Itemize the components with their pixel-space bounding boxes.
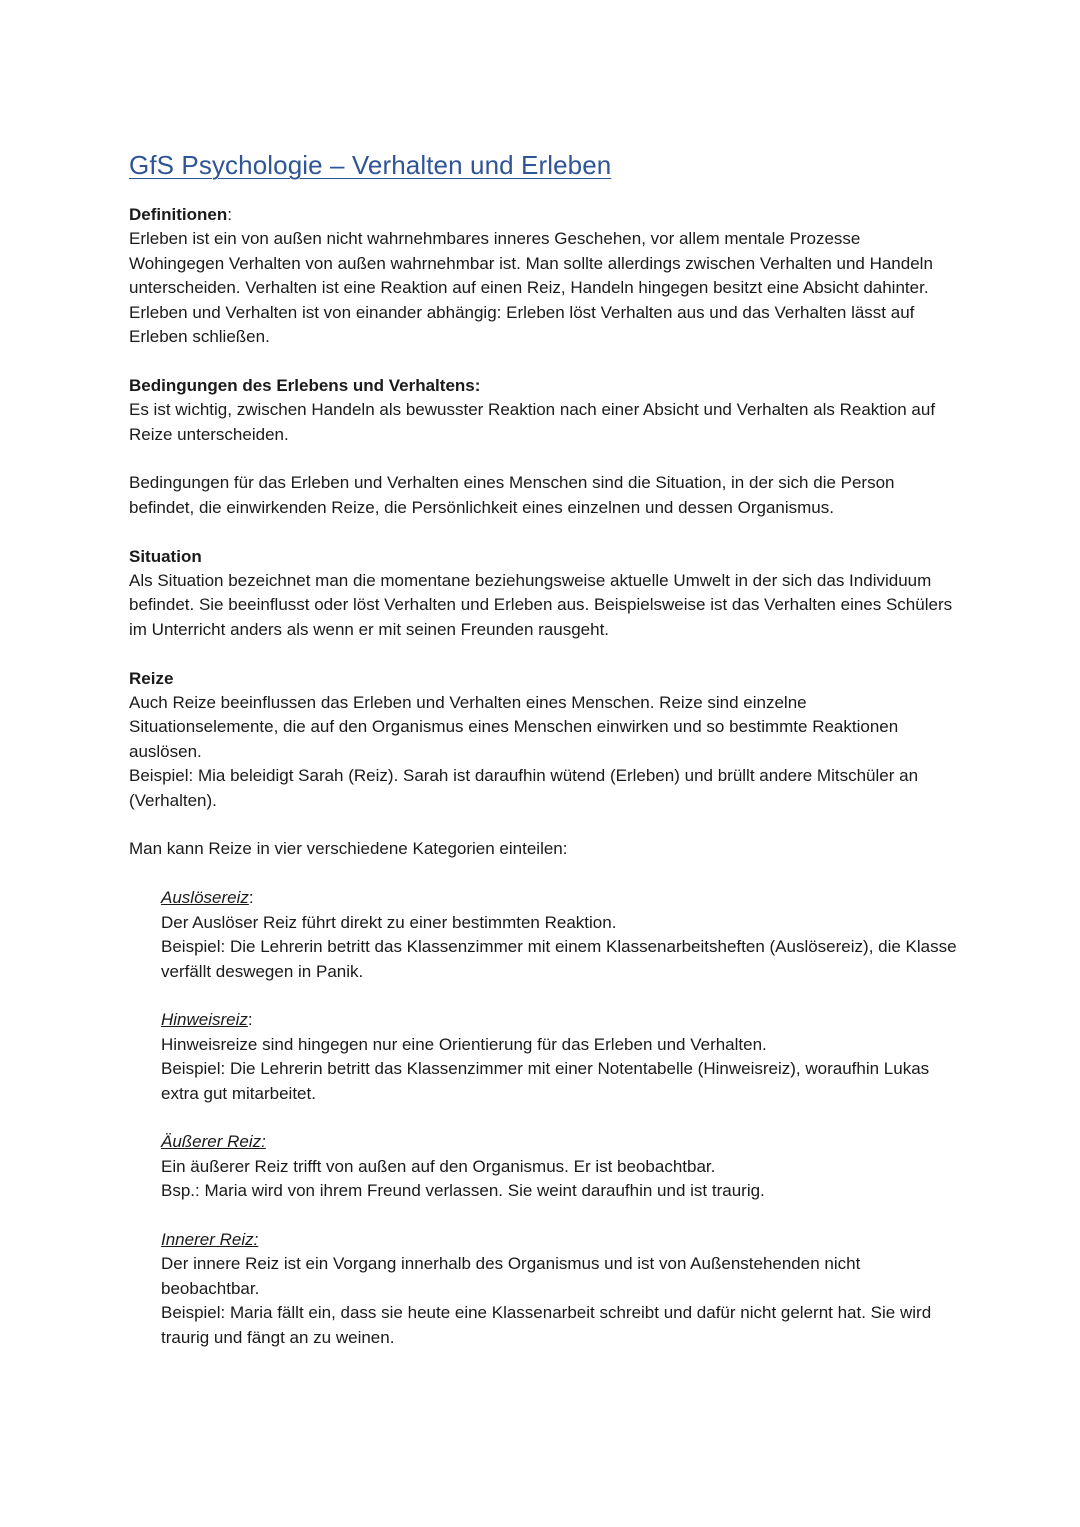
bedingungen-paragraph-2: Bedingungen für das Erleben und Verhalten eines Menschen sind die Situation, in der sich die Person befindet, die einwirkenden Reize, die Persönlichkeit eines einzelnen und dessen Organismus.: [129, 473, 895, 517]
kategorie-name: Äußerer Reiz:: [161, 1132, 266, 1152]
kategorie-block-aeusserer-reiz: [161, 1130, 959, 1203]
reize-paragraph-3: Man kann Reize in vier verschiedene Kategorien einteilen:: [129, 839, 568, 859]
spacer: [129, 1204, 959, 1228]
spacer: [129, 642, 959, 666]
kategorie-line-1: Hinweisreize sind hingegen nur eine Orientierung für das Erleben und Verhalten.: [161, 1034, 767, 1054]
kategorie-line-1: Der innere Reiz ist ein Vorgang innerhalb des Organismus und ist von Außenstehenden nicht beobachtbar.: [161, 1254, 861, 1298]
spacer: [129, 984, 959, 1008]
document-page: [129, 150, 959, 1350]
kategorie-line-2: Beispiel: Die Lehrerin betritt das Klassenzimmer mit einer Notentabelle (Hinweisreiz), woraufhin Lukas extra gut mitarbeitet.: [161, 1059, 930, 1103]
kategorie-line-2: Beispiel: Die Lehrerin betritt das Klassenzimmer mit einem Klassenarbeitsheften (Auslösereiz), die Klasse verfällt deswegen in Panik.: [161, 937, 957, 981]
situation-paragraph-1: Als Situation bezeichnet man die momentane beziehungsweise aktuelle Umwelt in der sich das Individuum befindet. Sie beeinflusst oder löst Verhalten und Erleben aus. Beispielsweise ist das Verhalten eines Schülers im Unterricht anders als wenn er mit seinen Freunden rausgeht.: [129, 571, 953, 639]
definitionen-heading-colon: :: [227, 205, 232, 224]
reize-paragraph-1: Auch Reize beeinflussen das Erleben und Verhalten eines Menschen. Reize sind einzelne Situationselemente, die auf den Organismus eines Menschen einwirken und so bestimmte Reaktionen auslösen.: [129, 693, 899, 761]
kategorie-heading: [161, 1130, 959, 1154]
section-heading-bedingungen: Bedingungen des Erlebens und Verhaltens:: [129, 375, 481, 395]
kategorie-block-ausloesereiz: [161, 886, 959, 984]
kategorie-line-2: Bsp.: Maria wird von ihrem Freund verlassen. Sie weint daraufhin und ist traurig.: [161, 1181, 765, 1201]
definitionen-heading-text: Definitionen: [129, 205, 228, 224]
spacer: [129, 520, 959, 544]
section-heading-reize: Reize: [129, 668, 174, 688]
kategorie-line-1: Ein äußerer Reiz trifft von außen auf den Organismus. Er ist beobachtbar.: [161, 1156, 716, 1176]
spacer: [129, 349, 959, 373]
definitionen-paragraph-2: Erleben und Verhalten ist von einander abhängig: Erleben löst Verhalten aus und das Verhalten lässt auf Erleben schließen.: [129, 302, 915, 347]
section-heading-situation: Situation: [129, 546, 202, 566]
section-heading-definitionen: [129, 203, 959, 227]
kategorie-name: Hinweisreiz: [161, 1010, 248, 1030]
kategorie-heading: [161, 1008, 959, 1032]
kategorie-block-hinweisreiz: [161, 1008, 959, 1106]
kategorie-heading: [161, 886, 959, 910]
kategorie-block-innerer-reiz: [161, 1228, 959, 1350]
spacer: [129, 1106, 959, 1130]
kategorie-line-2: Beispiel: Maria fällt ein, dass sie heute eine Klassenarbeit schreibt und dafür nicht gelernt hat. Sie wird traurig und fängt an zu weinen.: [161, 1303, 932, 1347]
spacer: [129, 447, 959, 471]
spacer: [129, 862, 959, 886]
reize-paragraph-2: Beispiel: Mia beleidigt Sarah (Reiz). Sarah ist daraufhin wütend (Erleben) und brüllt andere Mitschüler an (Verhalten).: [129, 766, 919, 810]
kategorie-colon: :: [247, 1010, 253, 1030]
kategorie-name: Innerer Reiz:: [161, 1229, 259, 1249]
bedingungen-paragraph-1: Es ist wichtig, zwischen Handeln als bewusster Reaktion nach einer Absicht und Verhalten als Reaktion auf Reize unterscheiden.: [129, 400, 936, 444]
definitionen-paragraph-1: Erleben ist ein von außen nicht wahrnehmbares inneres Geschehen, vor allem mentale Prozesse Wohingegen Verhalten von außen wahrnehmbar ist. Man sollte allerdings zwischen Verhalten und Handeln unterscheiden. Verhalten ist eine Reaktion auf einen Reiz, Handeln hingegen besitzt eine Absicht dahinter.: [129, 229, 933, 298]
kategorie-line-1: Der Auslöser Reiz führt direkt zu einer bestimmten Reaktion.: [161, 912, 617, 932]
spacer: [129, 813, 959, 837]
kategorie-name: Auslösereiz: [161, 888, 249, 908]
kategorie-colon: :: [248, 888, 254, 908]
page-title: GfS Psychologie – Verhalten und Erleben: [129, 150, 612, 180]
kategorie-heading: [161, 1228, 959, 1252]
